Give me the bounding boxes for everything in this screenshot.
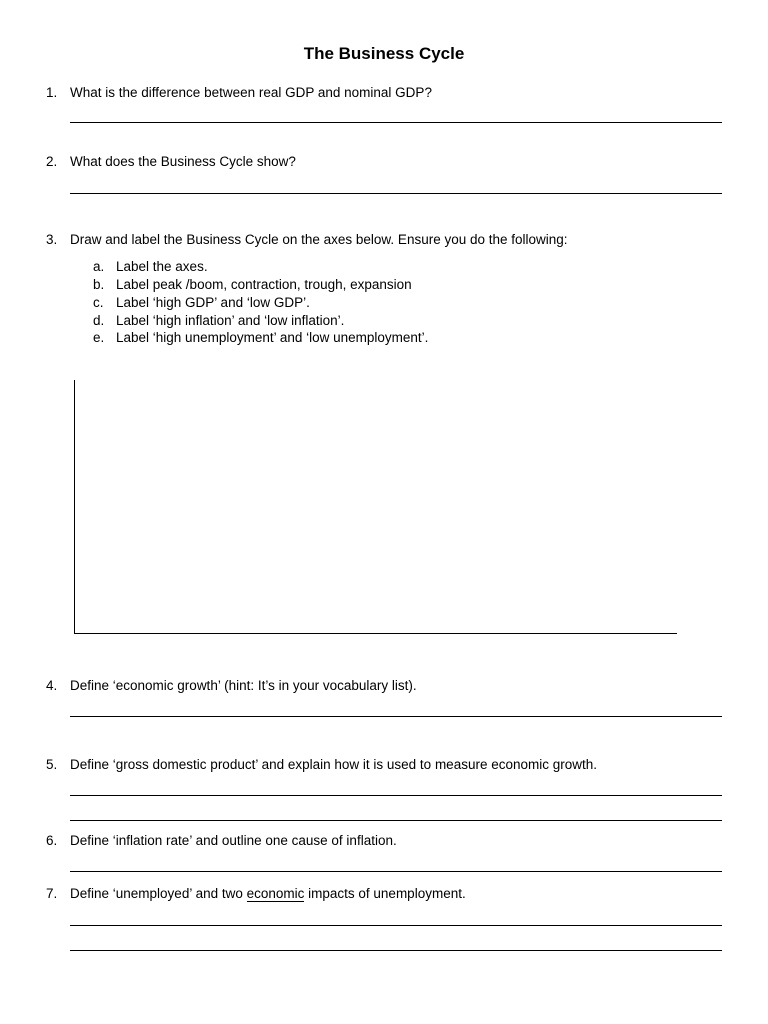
question-text: What does the Business Cycle show? xyxy=(70,154,296,169)
y-axis-line xyxy=(74,380,75,634)
question-number: 1. xyxy=(46,85,58,100)
question-text: What is the difference between real GDP and nominal GDP? xyxy=(70,85,432,100)
question-text: Draw and label the Business Cycle on the axes below. Ensure you do the following: xyxy=(70,232,568,247)
sub-item-text: Label the axes. xyxy=(116,259,208,274)
sub-item-text: Label ‘high unemployment’ and ‘low unemployment’. xyxy=(116,330,429,345)
sub-item-letter: d. xyxy=(93,313,105,328)
question-text: Define ‘inflation rate’ and outline one cause of inflation. xyxy=(70,833,397,848)
question-number: 5. xyxy=(46,757,58,772)
question-1 xyxy=(46,85,432,100)
question-5 xyxy=(46,757,597,772)
answer-line-7b[interactable] xyxy=(70,950,722,951)
underlined-word: economic xyxy=(246,886,305,901)
answer-line-1[interactable] xyxy=(70,122,722,123)
answer-line-6[interactable] xyxy=(70,871,722,872)
question-3 xyxy=(46,232,568,247)
sub-item-letter: a. xyxy=(93,259,105,274)
sub-item-d xyxy=(93,313,344,328)
sub-item-letter: b. xyxy=(93,277,105,292)
answer-line-5a[interactable] xyxy=(70,795,722,796)
question-7 xyxy=(46,886,466,901)
question-text-start: Define ‘unemployed’ and two xyxy=(70,886,247,901)
blank-axes-drawing-area[interactable] xyxy=(74,380,677,634)
sub-item-e xyxy=(93,330,428,345)
question-6 xyxy=(46,833,397,848)
question-number: 2. xyxy=(46,154,58,169)
question-2 xyxy=(46,154,296,169)
sub-item-letter: e. xyxy=(93,330,105,345)
sub-item-text: Label peak /boom, contraction, trough, expansion xyxy=(116,277,412,292)
answer-line-2[interactable] xyxy=(70,193,722,194)
question-text-end: impacts of unemployment. xyxy=(304,886,466,901)
answer-line-5b[interactable] xyxy=(70,820,722,821)
sub-item-letter: c. xyxy=(93,295,104,310)
question-number: 3. xyxy=(46,232,58,247)
sub-item-b xyxy=(93,277,412,292)
question-4 xyxy=(46,678,417,693)
question-number: 4. xyxy=(46,678,58,693)
question-number: 6. xyxy=(46,833,58,848)
sub-item-text: Label ‘high inflation’ and ‘low inflation’. xyxy=(116,313,345,328)
sub-item-c xyxy=(93,295,310,310)
answer-line-7a[interactable] xyxy=(70,925,722,926)
page-title: The Business Cycle xyxy=(303,44,465,63)
answer-line-4[interactable] xyxy=(70,716,722,717)
question-text: Define ‘economic growth’ (hint: It’s in your vocabulary list). xyxy=(70,678,417,693)
sub-item-a xyxy=(93,259,208,274)
question-text: Define ‘gross domestic product’ and explain how it is used to measure economic growth. xyxy=(70,757,598,772)
question-number: 7. xyxy=(46,886,58,901)
x-axis-line xyxy=(74,633,677,634)
sub-item-text: Label ‘high GDP’ and ‘low GDP’. xyxy=(116,295,310,310)
